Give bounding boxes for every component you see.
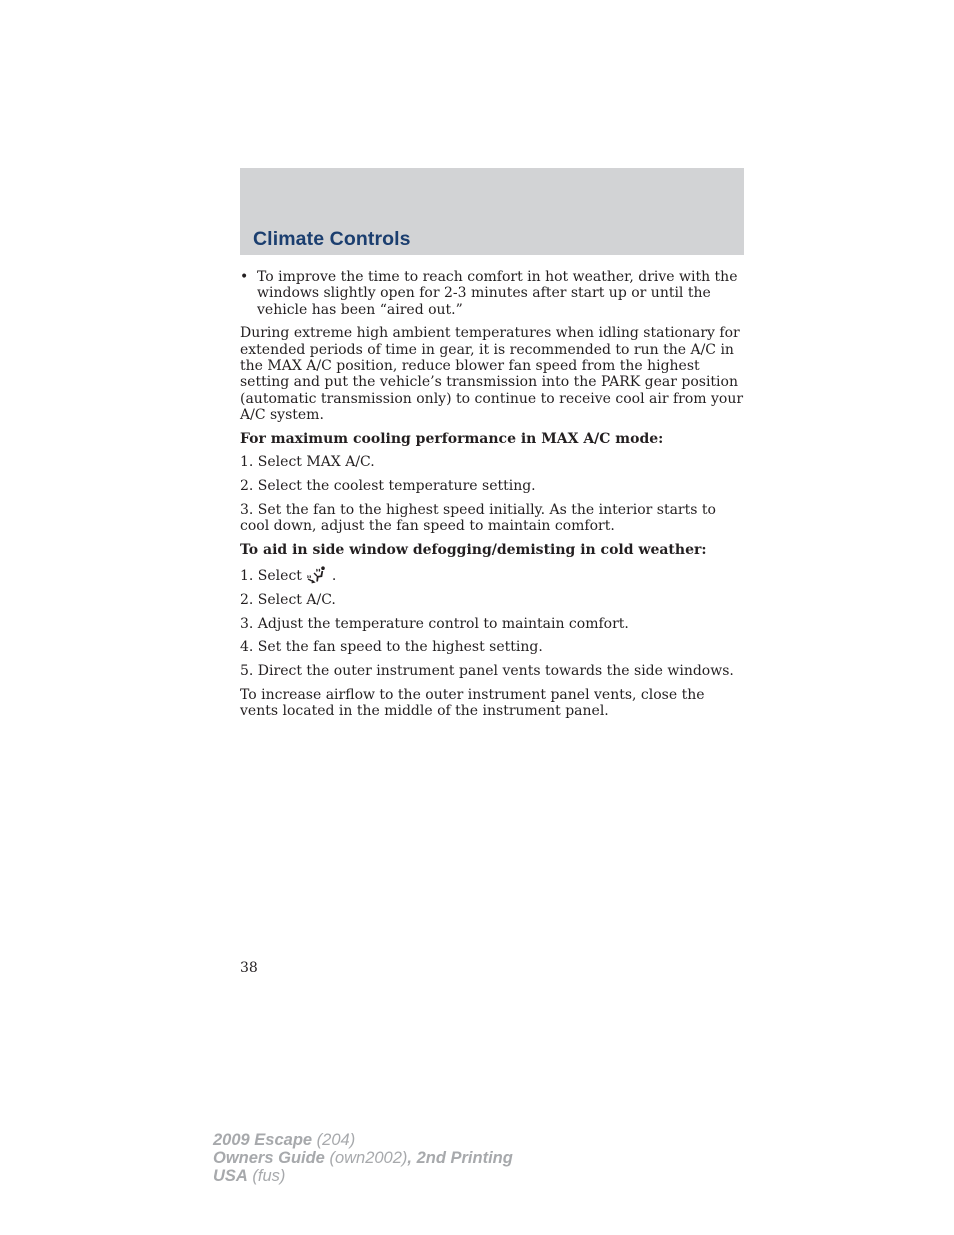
floor-defrost-mode-icon	[306, 566, 328, 584]
defog-step-4: 4. Set the fan speed to the highest setting.	[240, 639, 543, 656]
max-cooling-step-3: 3. Set the fan to the highest speed initially. As the interior starts to cool down, adjust the fan speed to maintain comfort.	[240, 502, 716, 535]
defog-step-1-prefix: 1. Select	[240, 567, 302, 584]
max-cooling-step-2: 2. Select the coolest temperature setting.	[240, 478, 536, 495]
page-content	[240, 269, 744, 727]
page-number: 38	[240, 960, 258, 976]
footer-line-2	[213, 1149, 513, 1167]
footer-model-code: (204)	[312, 1131, 356, 1149]
max-cooling-heading: For maximum cooling performance in MAX A/C mode:	[240, 430, 664, 447]
defog-heading: To aid in side window defogging/demisting in cold weather:	[240, 542, 707, 559]
extreme-temperature-paragraph: During extreme high ambient temperatures when idling stationary for extended periods of time in gear, it is recommended to run the A/C in the MAX A/C position, reduce blower fan speed from the highest setting and put the vehicle’s transmission into the PARK gear position (automatic transmission only) to continue to receive cool air from your A/C system.	[240, 325, 744, 423]
defog-step-5: 5. Direct the outer instrument panel vents towards the side windows.	[240, 663, 734, 680]
footer-printing: , 2nd Printing	[407, 1149, 513, 1167]
airflow-paragraph: To increase airflow to the outer instrument panel vents, close the vents located in the middle of the instrument panel.	[240, 686, 705, 720]
section-header-band	[240, 168, 744, 255]
bullet-dot: •	[240, 269, 249, 285]
footer-market: USA	[213, 1167, 248, 1185]
section-title: Climate Controls	[253, 228, 411, 250]
bullet-text: To improve the time to reach comfort in hot weather, drive with the windows slightly open for 2-3 minutes after start up or until the vehicle has been “aired out.”	[257, 269, 738, 318]
defog-step-1	[240, 566, 744, 584]
footer-line-1	[213, 1131, 513, 1149]
defog-step-1-suffix: .	[331, 567, 337, 584]
document-footer	[213, 1131, 513, 1185]
footer-line-3	[213, 1167, 513, 1185]
footer-market-code: (fus)	[247, 1167, 286, 1185]
footer-guide: Owners Guide	[213, 1149, 325, 1167]
max-cooling-step-1: 1. Select MAX A/C.	[240, 454, 375, 471]
defog-step-3: 3. Adjust the temperature control to maintain comfort.	[240, 615, 629, 632]
footer-model: 2009 Escape	[213, 1131, 313, 1149]
defog-step-2: 2. Select A/C.	[240, 591, 336, 608]
footer-guide-code: (own2002)	[324, 1149, 408, 1167]
bullet-item	[240, 269, 744, 318]
